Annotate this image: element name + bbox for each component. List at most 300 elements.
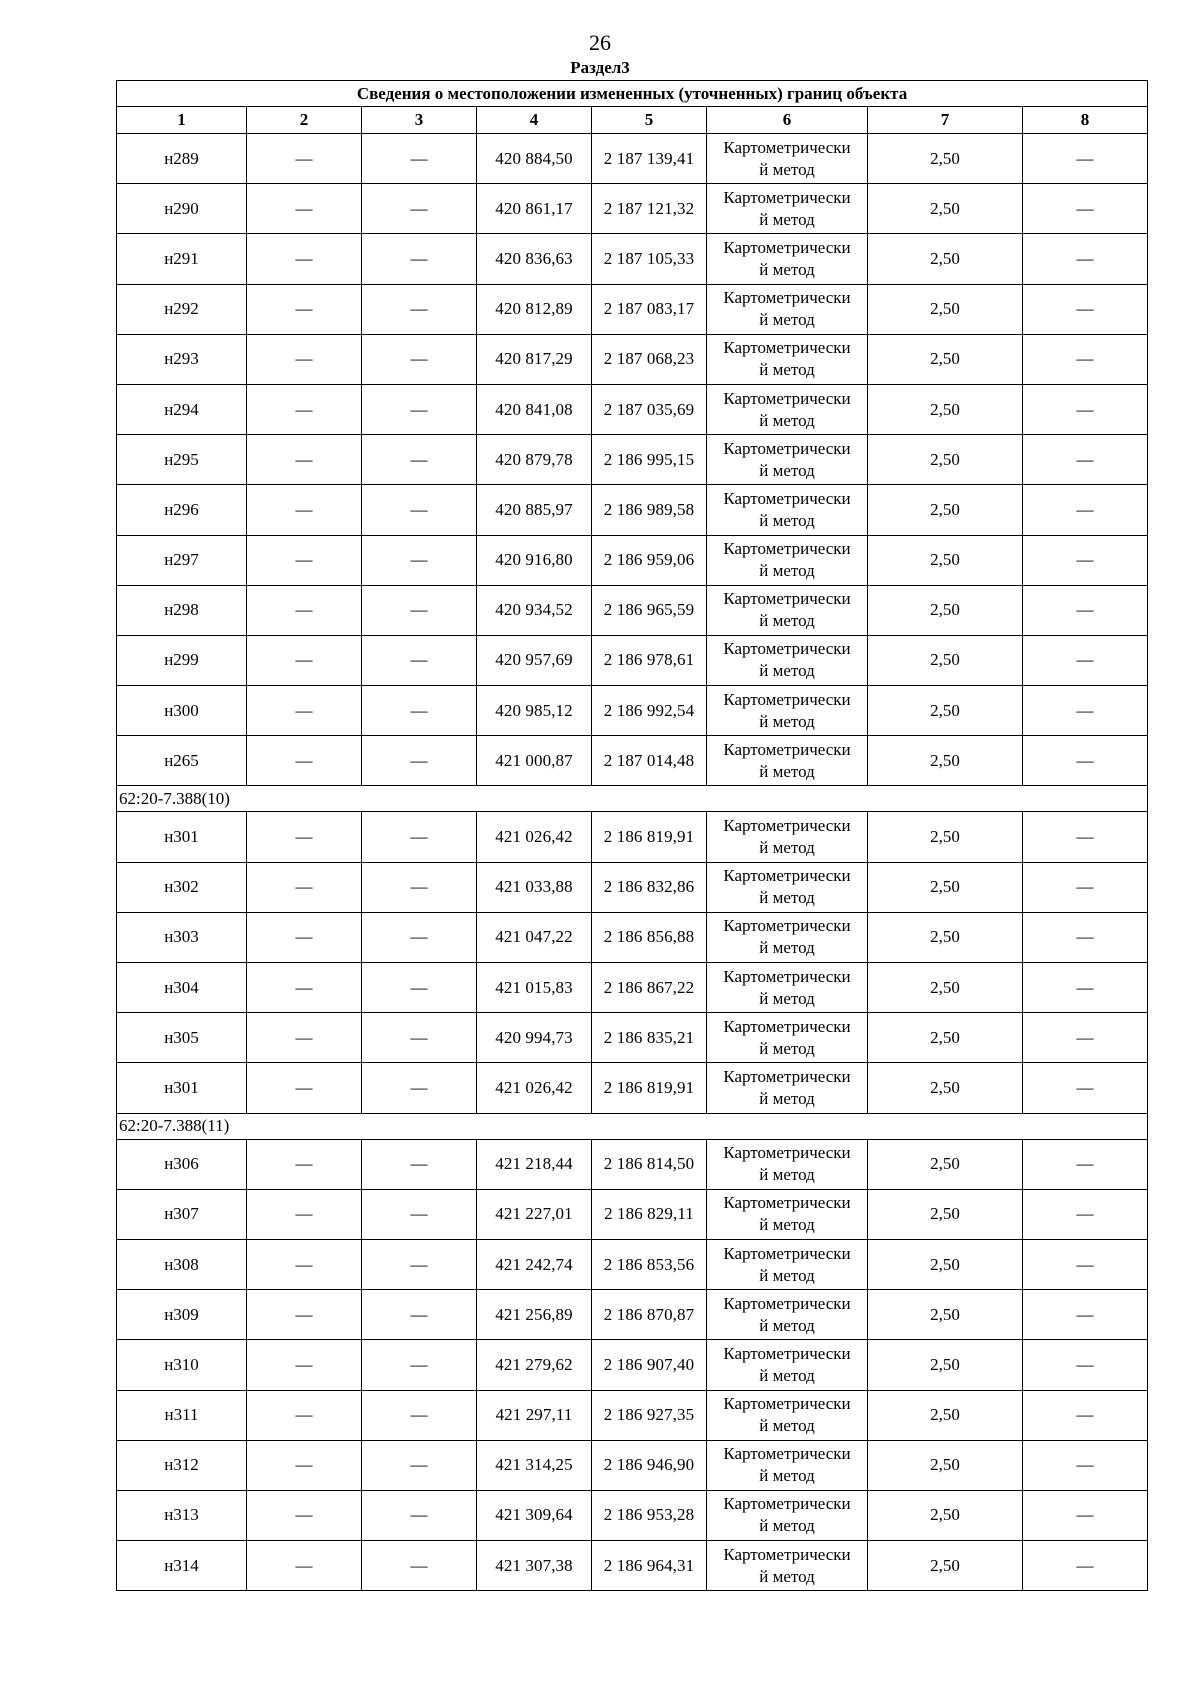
dash-mark: — (1076, 877, 1094, 897)
method-line-2: й метод (759, 360, 815, 380)
dash-mark: — (295, 148, 313, 168)
method-cell (707, 485, 868, 535)
new-x-cell: 420 836,63 (477, 234, 592, 284)
accuracy-cell: 2,50 (868, 435, 1023, 485)
new-x-cell: 421 000,87 (477, 736, 592, 786)
dash-mark: — (410, 877, 428, 897)
dash-mark: — (295, 550, 313, 570)
method-cell (707, 535, 868, 585)
method-line-1: Картометрически (723, 237, 851, 257)
dash-mark: — (410, 148, 428, 168)
method-line-2: й метод (759, 661, 815, 681)
dash-mark: — (295, 248, 313, 268)
new-x-cell: 421 218,44 (477, 1139, 592, 1189)
new-y-cell: 2 186 867,22 (592, 963, 707, 1013)
method-cell (707, 635, 868, 685)
accuracy-cell: 2,50 (868, 635, 1023, 685)
dash-mark: — (410, 1505, 428, 1525)
point-name-cell: н301 (117, 1063, 247, 1113)
dash-mark: — (410, 750, 428, 770)
dash-mark: — (1076, 1505, 1094, 1525)
description-cell (1023, 862, 1148, 912)
new-x-cell: 420 812,89 (477, 284, 592, 334)
table-row (117, 1239, 1148, 1289)
dash-mark: — (1076, 927, 1094, 947)
description-cell (1023, 535, 1148, 585)
dash-mark: — (295, 1027, 313, 1047)
existing-y-cell (362, 1013, 477, 1063)
existing-x-cell (247, 1063, 362, 1113)
dash-mark: — (410, 550, 428, 570)
method-line-1: Картометрически (723, 288, 851, 308)
table-row (117, 485, 1148, 535)
dash-mark: — (1076, 1027, 1094, 1047)
description-cell (1023, 1063, 1148, 1113)
dash-mark: — (295, 1505, 313, 1525)
table-row (117, 134, 1148, 184)
table-row (117, 1541, 1148, 1591)
method-line-2: й метод (759, 561, 815, 581)
point-name-cell: н307 (117, 1189, 247, 1239)
table-row (117, 384, 1148, 434)
new-y-cell: 2 186 853,56 (592, 1239, 707, 1289)
dash-mark: — (295, 449, 313, 469)
dash-mark: — (410, 1077, 428, 1097)
point-name-cell: н304 (117, 963, 247, 1013)
method-cell (707, 1139, 868, 1189)
description-cell (1023, 1189, 1148, 1239)
dash-mark: — (410, 1405, 428, 1425)
dash-mark: — (410, 349, 428, 369)
column-header: 8 (1023, 107, 1148, 134)
dash-mark: — (410, 827, 428, 847)
method-line-2: й метод (759, 1165, 815, 1185)
method-line-2: й метод (759, 410, 815, 430)
existing-y-cell (362, 1390, 477, 1440)
method-cell (707, 1239, 868, 1289)
table-row (117, 1063, 1148, 1113)
dash-mark: — (1076, 1555, 1094, 1575)
existing-y-cell (362, 234, 477, 284)
description-cell (1023, 585, 1148, 635)
existing-y-cell (362, 635, 477, 685)
dash-mark: — (410, 927, 428, 947)
existing-y-cell (362, 535, 477, 585)
description-cell (1023, 1390, 1148, 1440)
point-name-cell: н293 (117, 334, 247, 384)
dash-mark: — (410, 1204, 428, 1224)
new-y-cell: 2 186 835,21 (592, 1013, 707, 1063)
description-cell (1023, 1541, 1148, 1591)
existing-y-cell (362, 862, 477, 912)
description-cell (1023, 1139, 1148, 1189)
description-cell (1023, 912, 1148, 962)
dash-mark: — (410, 1254, 428, 1274)
new-y-cell: 2 186 927,35 (592, 1390, 707, 1440)
accuracy-cell: 2,50 (868, 585, 1023, 635)
new-x-cell: 420 841,08 (477, 384, 592, 434)
existing-y-cell (362, 686, 477, 736)
group-header-row (117, 786, 1148, 812)
point-name-cell: н297 (117, 535, 247, 585)
existing-y-cell (362, 585, 477, 635)
dash-mark: — (1076, 650, 1094, 670)
method-line-2: й метод (759, 761, 815, 781)
dash-mark: — (295, 1154, 313, 1174)
description-cell (1023, 1290, 1148, 1340)
description-cell (1023, 384, 1148, 434)
method-line-2: й метод (759, 159, 815, 179)
point-name-cell: н308 (117, 1239, 247, 1289)
new-y-cell: 2 187 035,69 (592, 384, 707, 434)
new-x-cell: 420 817,29 (477, 334, 592, 384)
method-line-1: Картометрически (723, 1143, 851, 1163)
new-y-cell: 2 187 083,17 (592, 284, 707, 334)
method-line-2: й метод (759, 460, 815, 480)
table-body (117, 81, 1148, 1591)
column-header: 3 (362, 107, 477, 134)
new-y-cell: 2 186 856,88 (592, 912, 707, 962)
table-row (117, 1440, 1148, 1490)
table-caption-row (117, 81, 1148, 107)
dash-mark: — (410, 299, 428, 319)
method-cell (707, 1063, 868, 1113)
method-cell (707, 1541, 868, 1591)
new-y-cell: 2 187 139,41 (592, 134, 707, 184)
existing-y-cell (362, 1490, 477, 1540)
new-x-cell: 420 861,17 (477, 184, 592, 234)
method-line-1: Картометрически (723, 1494, 851, 1514)
new-x-cell: 421 309,64 (477, 1490, 592, 1540)
method-line-1: Картометрически (723, 866, 851, 886)
table-row (117, 1390, 1148, 1440)
group-header-row (117, 1113, 1148, 1139)
new-y-cell: 2 187 014,48 (592, 736, 707, 786)
dash-mark: — (295, 927, 313, 947)
new-x-cell: 421 026,42 (477, 1063, 592, 1113)
dash-mark: — (295, 650, 313, 670)
column-header-row (117, 107, 1148, 134)
description-cell (1023, 334, 1148, 384)
method-line-2: й метод (759, 711, 815, 731)
existing-y-cell (362, 284, 477, 334)
dash-mark: — (1076, 1455, 1094, 1475)
dash-mark: — (410, 499, 428, 519)
method-cell (707, 1013, 868, 1063)
method-line-2: й метод (759, 209, 815, 229)
existing-x-cell (247, 1013, 362, 1063)
table-row (117, 686, 1148, 736)
dash-mark: — (410, 650, 428, 670)
existing-y-cell (362, 184, 477, 234)
point-name-cell: н303 (117, 912, 247, 962)
method-line-2: й метод (759, 1215, 815, 1235)
method-cell (707, 134, 868, 184)
new-x-cell: 420 994,73 (477, 1013, 592, 1063)
accuracy-cell: 2,50 (868, 963, 1023, 1013)
method-line-1: Картометрически (723, 1193, 851, 1213)
dash-mark: — (1076, 299, 1094, 319)
point-name-cell: н296 (117, 485, 247, 535)
point-name-cell: н295 (117, 435, 247, 485)
dash-mark: — (410, 198, 428, 218)
method-cell (707, 334, 868, 384)
dash-mark: — (295, 600, 313, 620)
dash-mark: — (295, 977, 313, 997)
accuracy-cell: 2,50 (868, 1189, 1023, 1239)
method-cell (707, 1490, 868, 1540)
method-line-2: й метод (759, 988, 815, 1008)
method-line-1: Картометрически (723, 388, 851, 408)
dash-mark: — (1076, 399, 1094, 419)
dash-mark: — (295, 700, 313, 720)
column-header: 4 (477, 107, 592, 134)
description-cell (1023, 284, 1148, 334)
column-header: 7 (868, 107, 1023, 134)
dash-mark: — (1076, 499, 1094, 519)
existing-y-cell (362, 963, 477, 1013)
method-line-1: Картометрически (723, 488, 851, 508)
column-header: 1 (117, 107, 247, 134)
method-line-1: Картометрически (723, 1016, 851, 1036)
table-row (117, 635, 1148, 685)
method-cell (707, 234, 868, 284)
new-y-cell: 2 186 953,28 (592, 1490, 707, 1540)
new-y-cell: 2 187 121,32 (592, 184, 707, 234)
method-line-2: й метод (759, 838, 815, 858)
dash-mark: — (295, 1455, 313, 1475)
point-name-cell: н300 (117, 686, 247, 736)
dash-mark: — (295, 1555, 313, 1575)
point-name-cell: н298 (117, 585, 247, 635)
method-cell (707, 184, 868, 234)
point-name-cell: н314 (117, 1541, 247, 1591)
method-line-2: й метод (759, 938, 815, 958)
accuracy-cell: 2,50 (868, 1490, 1023, 1540)
table-row (117, 1139, 1148, 1189)
dash-mark: — (295, 750, 313, 770)
existing-x-cell (247, 334, 362, 384)
accuracy-cell: 2,50 (868, 1239, 1023, 1289)
new-y-cell: 2 186 992,54 (592, 686, 707, 736)
point-name-cell: н312 (117, 1440, 247, 1490)
point-name-cell: н291 (117, 234, 247, 284)
table-row (117, 1340, 1148, 1390)
point-name-cell: н292 (117, 284, 247, 334)
new-x-cell: 421 297,11 (477, 1390, 592, 1440)
dash-mark: — (1076, 1254, 1094, 1274)
new-x-cell: 420 985,12 (477, 686, 592, 736)
point-name-cell: н294 (117, 384, 247, 434)
new-x-cell: 421 279,62 (477, 1340, 592, 1390)
description-cell (1023, 485, 1148, 535)
table-row (117, 862, 1148, 912)
existing-y-cell (362, 1239, 477, 1289)
description-cell (1023, 134, 1148, 184)
method-cell (707, 1189, 868, 1239)
table-row (117, 736, 1148, 786)
dash-mark: — (295, 299, 313, 319)
table-row (117, 535, 1148, 585)
method-line-2: й метод (759, 510, 815, 530)
method-line-2: й метод (759, 1466, 815, 1486)
description-cell (1023, 1490, 1148, 1540)
new-y-cell: 2 186 995,15 (592, 435, 707, 485)
dash-mark: — (1076, 1154, 1094, 1174)
method-cell (707, 435, 868, 485)
method-line-1: Картометрически (723, 966, 851, 986)
method-line-1: Картометрически (723, 739, 851, 759)
new-x-cell: 421 242,74 (477, 1239, 592, 1289)
method-cell (707, 686, 868, 736)
existing-y-cell (362, 1541, 477, 1591)
accuracy-cell: 2,50 (868, 384, 1023, 434)
new-x-cell: 420 957,69 (477, 635, 592, 685)
existing-y-cell (362, 1440, 477, 1490)
new-x-cell: 420 879,78 (477, 435, 592, 485)
existing-x-cell (247, 635, 362, 685)
method-cell (707, 1440, 868, 1490)
section-title: Раздел3 (570, 58, 630, 77)
existing-x-cell (247, 1189, 362, 1239)
method-cell (707, 912, 868, 962)
dash-mark: — (1076, 977, 1094, 997)
existing-y-cell (362, 736, 477, 786)
dash-mark: — (295, 1254, 313, 1274)
new-y-cell: 2 186 832,86 (592, 862, 707, 912)
method-cell (707, 812, 868, 862)
method-cell (707, 862, 868, 912)
accuracy-cell: 2,50 (868, 1013, 1023, 1063)
method-line-1: Картометрически (723, 1243, 851, 1263)
coordinates-table (116, 80, 1148, 1591)
point-name-cell: н302 (117, 862, 247, 912)
existing-x-cell (247, 736, 362, 786)
new-y-cell: 2 186 959,06 (592, 535, 707, 585)
new-x-cell: 420 934,52 (477, 585, 592, 635)
accuracy-cell: 2,50 (868, 284, 1023, 334)
point-name-cell: н301 (117, 812, 247, 862)
method-cell (707, 284, 868, 334)
method-cell (707, 585, 868, 635)
point-name-cell: н306 (117, 1139, 247, 1189)
dash-mark: — (295, 1304, 313, 1324)
accuracy-cell: 2,50 (868, 862, 1023, 912)
method-line-1: Картометрически (723, 539, 851, 559)
method-line-2: й метод (759, 1038, 815, 1058)
point-name-cell: н309 (117, 1290, 247, 1340)
dash-mark: — (295, 1354, 313, 1374)
accuracy-cell: 2,50 (868, 1139, 1023, 1189)
new-y-cell: 2 186 989,58 (592, 485, 707, 535)
accuracy-cell: 2,50 (868, 485, 1023, 535)
description-cell (1023, 686, 1148, 736)
existing-x-cell (247, 384, 362, 434)
method-line-1: Картометрически (723, 816, 851, 836)
description-cell (1023, 1013, 1148, 1063)
accuracy-cell: 2,50 (868, 1063, 1023, 1113)
dash-mark: — (1076, 148, 1094, 168)
point-name-cell: н305 (117, 1013, 247, 1063)
new-x-cell: 420 916,80 (477, 535, 592, 585)
column-header: 6 (707, 107, 868, 134)
new-x-cell: 421 227,01 (477, 1189, 592, 1239)
dash-mark: — (1076, 700, 1094, 720)
point-name-cell: н313 (117, 1490, 247, 1540)
new-x-cell: 421 314,25 (477, 1440, 592, 1490)
dash-mark: — (410, 1027, 428, 1047)
new-y-cell: 2 186 907,40 (592, 1340, 707, 1390)
existing-x-cell (247, 134, 362, 184)
new-y-cell: 2 186 946,90 (592, 1440, 707, 1490)
method-line-2: й метод (759, 1315, 815, 1335)
new-y-cell: 2 186 964,31 (592, 1541, 707, 1591)
table-row (117, 435, 1148, 485)
dash-mark: — (410, 399, 428, 419)
existing-y-cell (362, 912, 477, 962)
new-x-cell: 420 884,50 (477, 134, 592, 184)
accuracy-cell: 2,50 (868, 912, 1023, 962)
existing-y-cell (362, 134, 477, 184)
method-line-1: Картометрически (723, 1544, 851, 1564)
new-y-cell: 2 186 829,11 (592, 1189, 707, 1239)
dash-mark: — (410, 1555, 428, 1575)
method-line-1: Картометрически (723, 137, 851, 157)
group-label: 62:20-7.388(11) (117, 1113, 1148, 1139)
method-line-1: Картометрически (723, 338, 851, 358)
existing-x-cell (247, 686, 362, 736)
point-name-cell: н311 (117, 1390, 247, 1440)
method-line-1: Картометрически (723, 589, 851, 609)
dash-mark: — (410, 600, 428, 620)
method-cell (707, 1290, 868, 1340)
new-x-cell: 421 256,89 (477, 1290, 592, 1340)
method-line-1: Картометрически (723, 1444, 851, 1464)
accuracy-cell: 2,50 (868, 134, 1023, 184)
existing-x-cell (247, 234, 362, 284)
dash-mark: — (1076, 198, 1094, 218)
existing-x-cell (247, 1440, 362, 1490)
existing-x-cell (247, 1541, 362, 1591)
method-line-2: й метод (759, 1416, 815, 1436)
dash-mark: — (295, 349, 313, 369)
dash-mark: — (295, 877, 313, 897)
new-x-cell: 420 885,97 (477, 485, 592, 535)
column-header: 2 (247, 107, 362, 134)
existing-x-cell (247, 1290, 362, 1340)
accuracy-cell: 2,50 (868, 1290, 1023, 1340)
point-name-cell: н299 (117, 635, 247, 685)
new-x-cell: 421 047,22 (477, 912, 592, 962)
table-row (117, 1290, 1148, 1340)
table-row (117, 585, 1148, 635)
dash-mark: — (295, 1077, 313, 1097)
table-row (117, 812, 1148, 862)
method-line-1: Картометрически (723, 1343, 851, 1363)
point-name-cell: н265 (117, 736, 247, 786)
method-line-1: Картометрически (723, 1293, 851, 1313)
existing-x-cell (247, 1390, 362, 1440)
accuracy-cell: 2,50 (868, 184, 1023, 234)
point-name-cell: н289 (117, 134, 247, 184)
table-row (117, 284, 1148, 334)
method-line-2: й метод (759, 259, 815, 279)
existing-x-cell (247, 862, 362, 912)
description-cell (1023, 736, 1148, 786)
accuracy-cell: 2,50 (868, 812, 1023, 862)
dash-mark: — (410, 1154, 428, 1174)
dash-mark: — (410, 248, 428, 268)
